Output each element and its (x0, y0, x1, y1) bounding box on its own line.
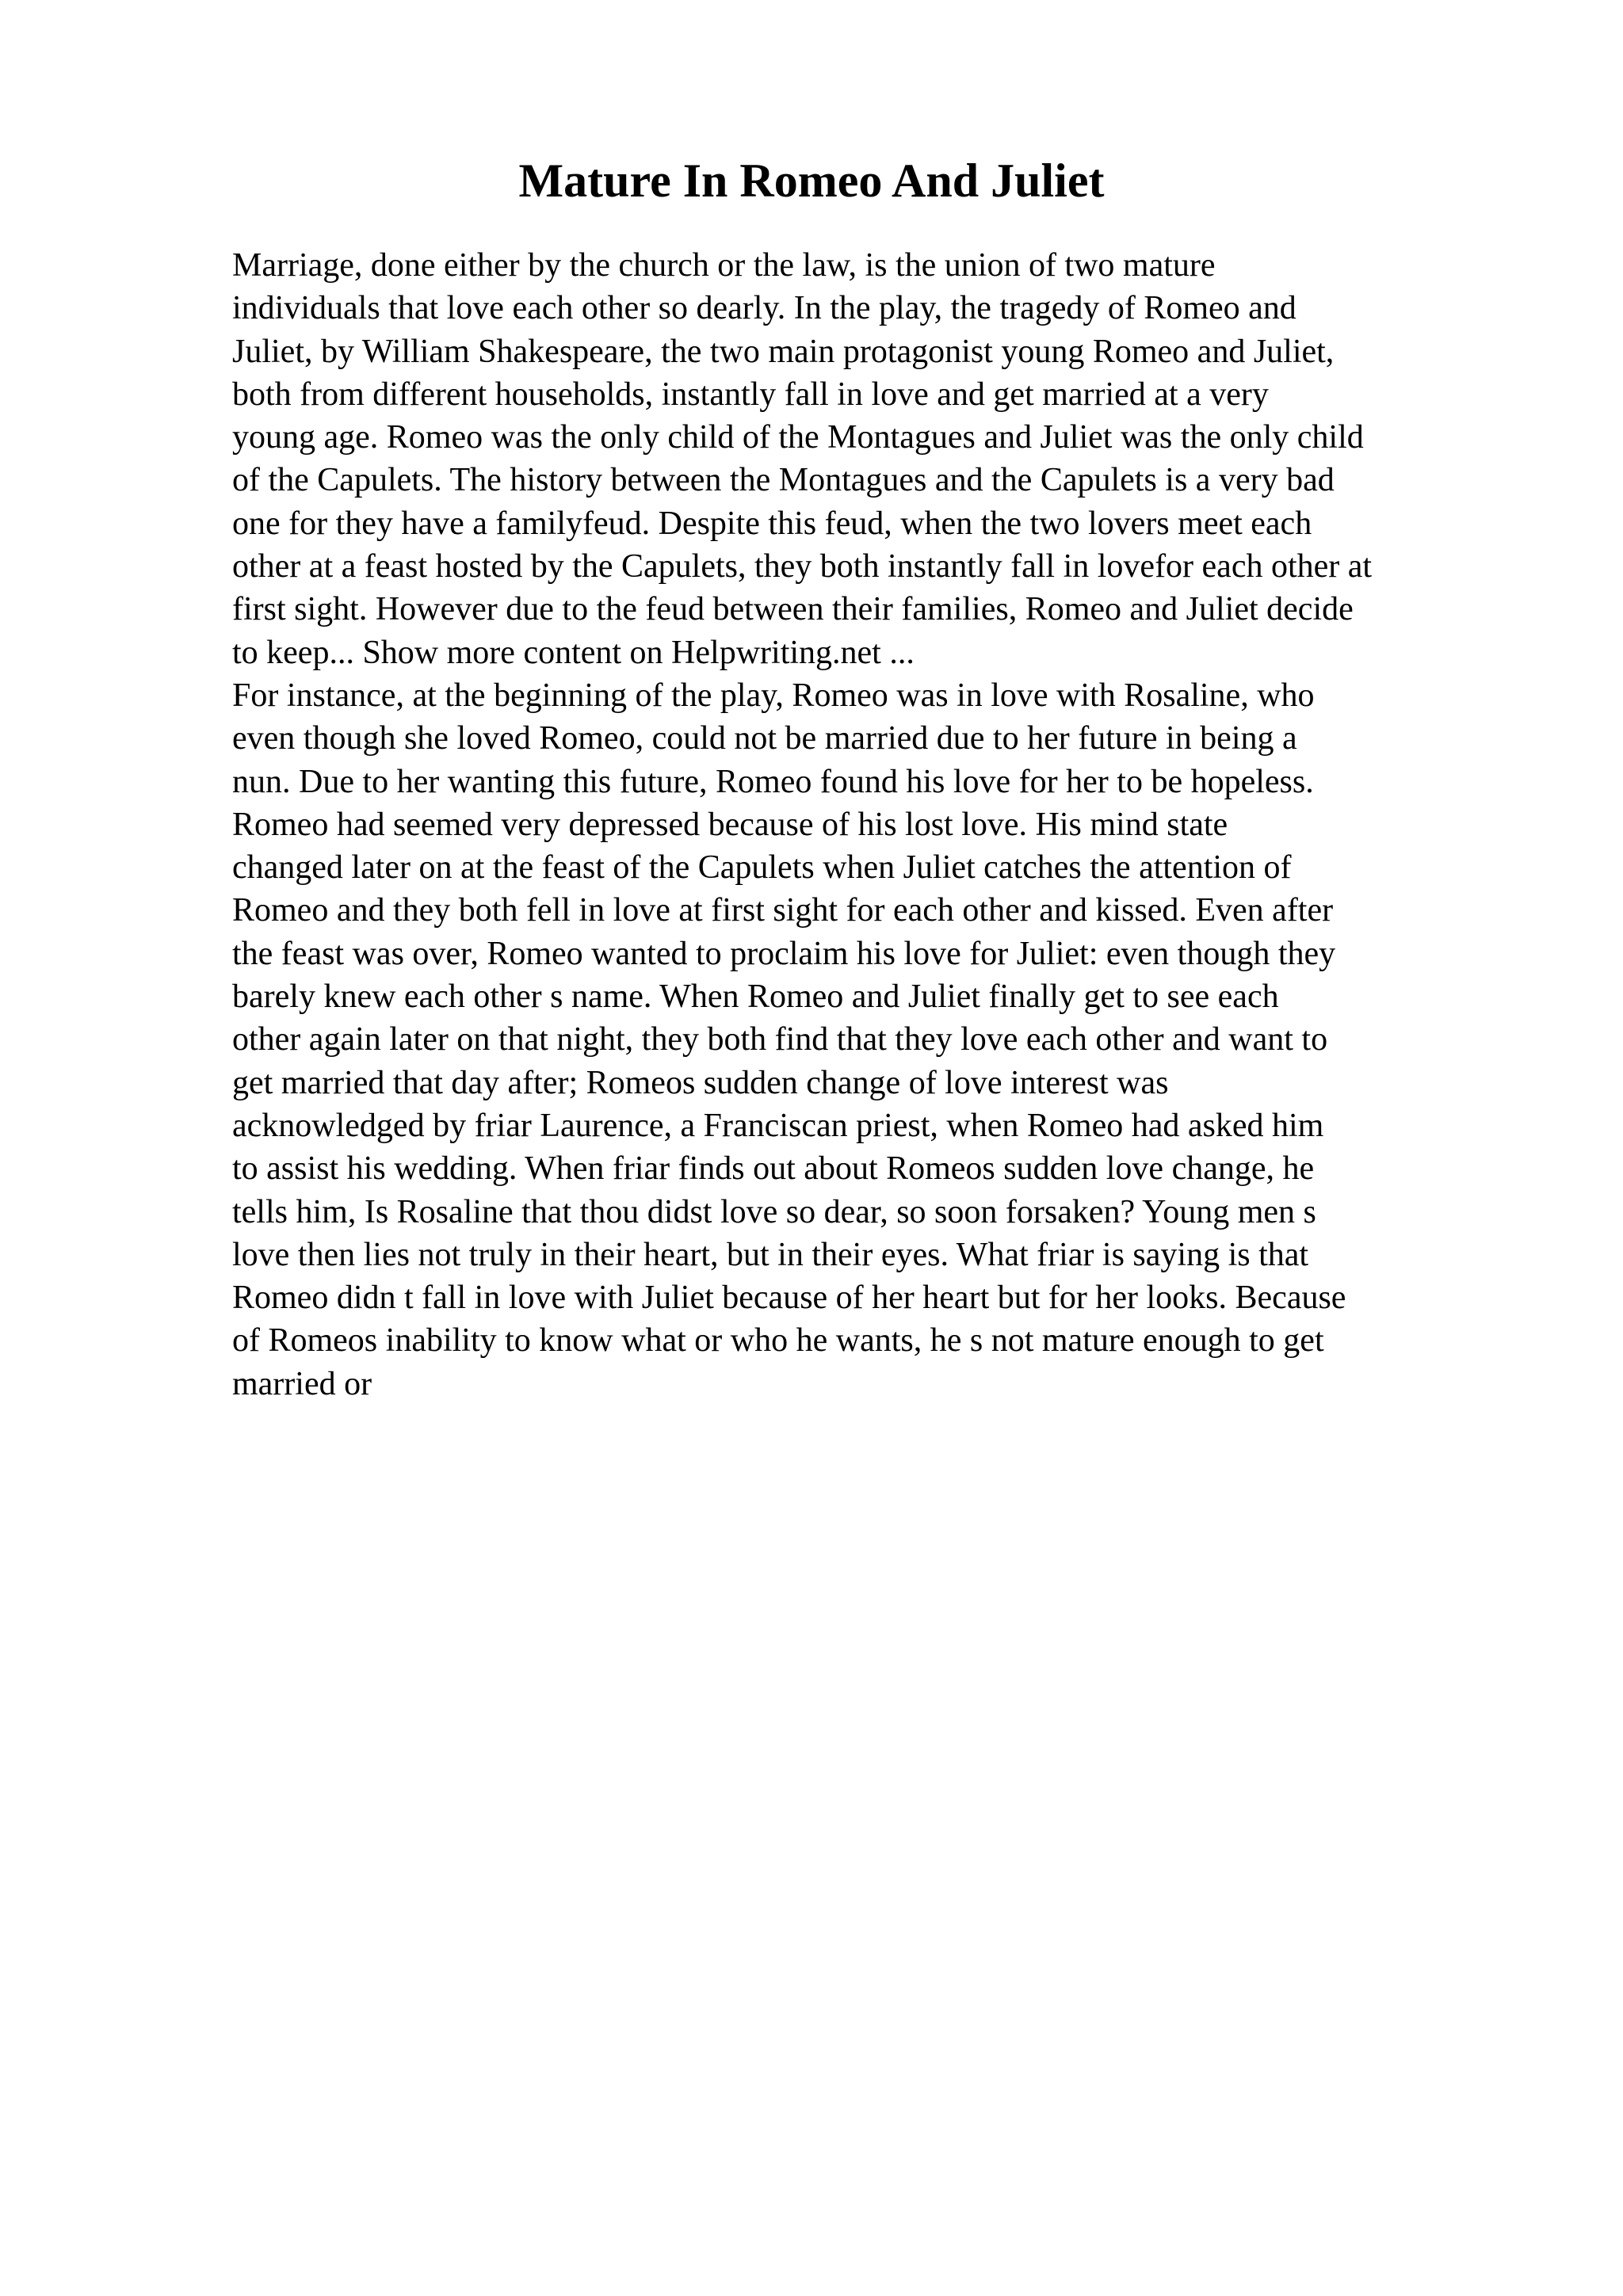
text-line: acknowledged by friar Laurence, a Franciscan priest, when Romeo had asked him (232, 1107, 1324, 1144)
text-line: get married that day after; Romeos sudden change of love interest was (232, 1064, 1169, 1101)
text-line: of the Capulets. The history between the Montagues and the Capulets is a very bad (232, 462, 1335, 499)
text-line: first sight. However due to the feud between their families, Romeo and Juliet decide (232, 591, 1354, 628)
text-line: one for they have a familyfeud. Despite this feud, when the two lovers meet each (232, 505, 1312, 542)
text-line: Romeo had seemed very depressed because of his lost love. His mind state (232, 806, 1228, 843)
text-line: Juliet, by William Shakespeare, the two main protagonist young Romeo and Juliet, (232, 333, 1335, 370)
text-line: to keep... Show more content on Helpwriting.net ... (232, 634, 915, 671)
text-line: Romeo didn t fall in love with Juliet because of her heart but for her looks. Because (232, 1280, 1346, 1317)
text-line: other at a feast hosted by the Capulets, they both instantly fall in lovefor each other at (232, 548, 1373, 585)
text-line: married or (232, 1365, 372, 1402)
text-line: Marriage, done either by the church or the law, is the union of two mature (232, 247, 1216, 284)
text-line: individuals that love each other so dearly. In the play, the tragedy of Romeo and (232, 290, 1296, 327)
text-line: the feast was over, Romeo wanted to proclaim his love for Juliet: even though they (232, 935, 1336, 972)
text-line: of Romeos inability to know what or who he wants, he s not mature enough to get (232, 1322, 1324, 1360)
document-body (232, 244, 1516, 1405)
text-line: to assist his wedding. When friar finds out about Romeos sudden love change, he (232, 1150, 1315, 1188)
text-line: both from different households, instantly fall in love and get married at a very (232, 376, 1269, 413)
text-line: changed later on at the feast of the Capulets when Juliet catches the attention of (232, 849, 1292, 887)
text-line: barely knew each other s name. When Romeo and Juliet finally get to see each (232, 978, 1279, 1016)
text-line: nun. Due to her wanting this future, Romeo found his love for her to be hopeless. (232, 763, 1314, 800)
text-line: Romeo and they both fell in love at first sight for each other and kissed. Even after (232, 892, 1334, 929)
text-line: young age. Romeo was the only child of the Montagues and Juliet was the only child (232, 419, 1364, 456)
text-line: tells him, Is Rosaline that thou didst love so dear, so soon forsaken? Young men s (232, 1193, 1316, 1230)
text-line: For instance, at the beginning of the play, Romeo was in love with Rosaline, who (232, 677, 1315, 714)
text-line: love then lies not truly in their heart, but in their eyes. What friar is saying is that (232, 1236, 1309, 1273)
document-title: Mature In Romeo And Juliet (518, 154, 1105, 207)
text-line: even though she loved Romeo, could not be married due to her future in being a (232, 720, 1297, 757)
text-line: other again later on that night, they both find that they love each other and want to (232, 1021, 1328, 1058)
